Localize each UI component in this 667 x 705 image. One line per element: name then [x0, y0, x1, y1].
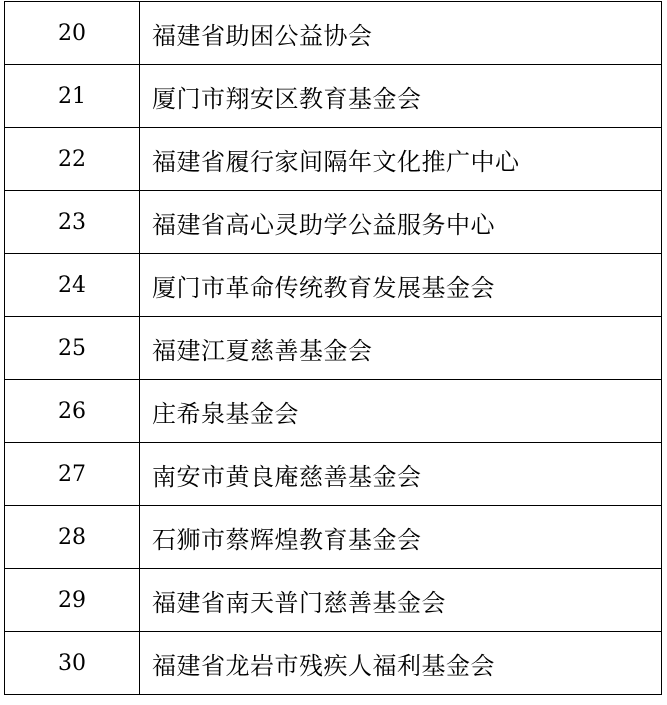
table-row: [5, 380, 662, 443]
row-number: 30: [5, 632, 140, 695]
organization-table-body: [5, 2, 662, 695]
organization-name: 庄希泉基金会: [140, 380, 662, 443]
table-row: [5, 128, 662, 191]
row-number: 21: [5, 65, 140, 128]
row-number: 28: [5, 506, 140, 569]
row-number: 29: [5, 569, 140, 632]
row-number: 25: [5, 317, 140, 380]
organization-name: 福建省履行家间隔年文化推广中心: [140, 128, 662, 191]
organization-name: 福建省龙岩市残疾人福利基金会: [140, 632, 662, 695]
table-row: [5, 569, 662, 632]
organization-name: 厦门市革命传统教育发展基金会: [140, 254, 662, 317]
organization-name: 南安市黄良庵慈善基金会: [140, 443, 662, 506]
organization-name: 福建省助困公益协会: [140, 2, 662, 65]
organization-name: 福建江夏慈善基金会: [140, 317, 662, 380]
row-number: 22: [5, 128, 140, 191]
organization-table: [4, 1, 662, 695]
organization-name: 福建省南天普门慈善基金会: [140, 569, 662, 632]
organization-name: 石狮市蔡辉煌教育基金会: [140, 506, 662, 569]
organization-name: 福建省高心灵助学公益服务中心: [140, 191, 662, 254]
row-number: 24: [5, 254, 140, 317]
table-row: [5, 632, 662, 695]
table-row: [5, 317, 662, 380]
organization-name: 厦门市翔安区教育基金会: [140, 65, 662, 128]
row-number: 26: [5, 380, 140, 443]
row-number: 20: [5, 2, 140, 65]
table-row: [5, 254, 662, 317]
row-number: 23: [5, 191, 140, 254]
table-row: [5, 443, 662, 506]
row-number: 27: [5, 443, 140, 506]
table-row: [5, 191, 662, 254]
table-row: [5, 65, 662, 128]
table-row: [5, 2, 662, 65]
table-row: [5, 506, 662, 569]
